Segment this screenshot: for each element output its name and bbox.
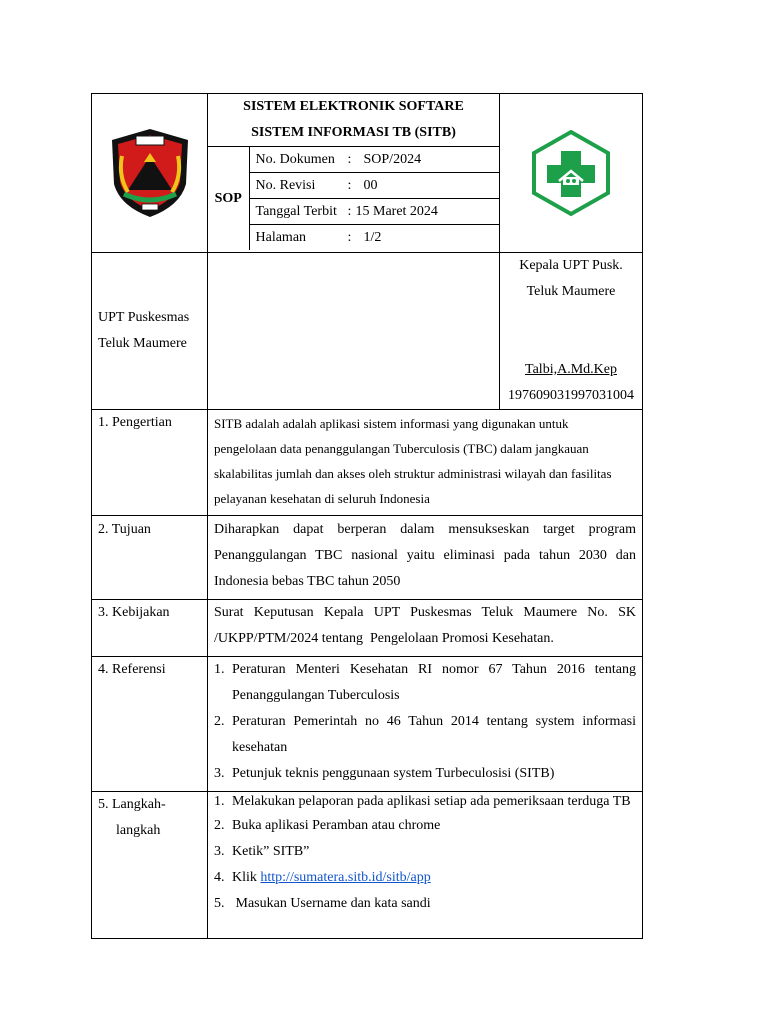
meta-value: 00 — [363, 178, 378, 193]
header-row — [92, 94, 643, 253]
section-text: Surat Keputusan Kepala UPT Puskesmas Teluk Maumere No. SK /UKPP/PTM/2024 tentang Pengelolaan Promosi Kesehatan. — [208, 600, 643, 657]
right-logo-cell — [500, 94, 643, 253]
meta-row: No. Dokumen : SOP/2024 — [249, 147, 499, 173]
meta-row: No. Revisi : 00 — [249, 173, 499, 199]
list-item: 5. Masukan Username dan kata sandi — [214, 896, 431, 911]
document-title — [208, 94, 499, 146]
org-row — [92, 253, 643, 410]
section-text: SITB adalah adalah aplikasi sistem informasi yang digunakan untuk pengelolaan data penanggulangan Tuberculosis (TBC) dalam jangkauan skalabilitas jumlah dan akses oleh struktur administrasi wilayah dan fasilitas pelayanan kesehatan di seluruh Indonesia — [208, 410, 643, 516]
section-label-line-1: 5. Langkah- — [98, 797, 166, 812]
section-text: Diharapkan dapat berperan dalam mensukseskan target program Penanggulangan TBC nasional yaitu eliminasi pada tahun 2030 dan Indonesia bebas TBC tahun 2050 — [208, 516, 643, 600]
section-list-cell — [208, 792, 643, 939]
referensi-list — [214, 657, 636, 787]
section-label-line-2: langkah — [116, 823, 161, 838]
row-referensi — [92, 657, 643, 792]
head-title-line-2: Teluk Maumere — [526, 284, 616, 299]
meta-label: Halaman — [255, 230, 307, 245]
list-item: 1. Peraturan Menteri Kesehatan RI nomor 67 Tahun 2016 tentang Penanggulangan Tuberculosis — [214, 662, 636, 703]
meta-label: Tanggal Terbit — [255, 204, 337, 219]
org-blank-cell — [208, 253, 500, 410]
section-label: 3. Kebijakan — [92, 600, 208, 657]
row-tujuan — [92, 516, 643, 600]
meta-label: No. Dokumen — [255, 152, 335, 167]
head-title-line-1: Kepala UPT Pusk. — [519, 258, 623, 273]
meta-label: No. Revisi — [255, 178, 316, 193]
row-langkah — [92, 792, 643, 939]
meta-row: Tanggal Terbit : 15 Maret 2024 — [249, 199, 499, 225]
title-line-2: SISTEM INFORMASI TB (SITB) — [251, 125, 456, 140]
section-label: 4. Referensi — [92, 657, 208, 792]
left-logo-cell — [92, 94, 208, 253]
title-line-1: SISTEM ELEKTRONIK SOFTARE — [243, 99, 464, 114]
regency-emblem-icon — [108, 126, 192, 220]
list-item: 1. Melakukan pelaporan pada aplikasi setiap ada pemeriksaan terduga TB — [214, 794, 631, 809]
meta-value: SOP/2024 — [363, 152, 422, 167]
signature-cell — [500, 253, 643, 410]
row-kebijakan — [92, 600, 643, 657]
list-item: 2. Peraturan Pemerintah no 46 Tahun 2014 tentang system informasi kesehatan — [214, 714, 636, 755]
head-nip: 197609031997031004 — [508, 388, 634, 403]
org-name-line-1: UPT Puskesmas — [98, 310, 190, 325]
title-cell — [208, 94, 500, 253]
section-label-cell — [92, 792, 208, 939]
org-name-cell — [92, 253, 208, 410]
meta-table — [208, 146, 499, 250]
langkah-list — [214, 794, 636, 917]
list-item: 4. Klik http://sumatera.sitb.id/sitb/app — [214, 870, 431, 885]
list-item: 3. Petunjuk teknis penggunaan system Turbeculosisi (SITB) — [214, 766, 555, 781]
section-list-cell — [208, 657, 643, 792]
section-label: 2. Tujuan — [92, 516, 208, 600]
meta-value: 15 Maret 2024 — [355, 204, 438, 219]
list-item: 2. Buka aplikasi Peramban atau chrome — [214, 818, 441, 833]
meta-row: Halaman : 1/2 — [249, 225, 499, 251]
sop-table — [91, 93, 650, 939]
row-pengertian — [92, 410, 643, 516]
sop-document — [91, 93, 650, 939]
org-name-line-2: Teluk Maumere — [98, 336, 187, 351]
meta-value: 1/2 — [363, 230, 382, 245]
list-item: 3. Ketik” SITB” — [214, 844, 310, 859]
sitb-link[interactable]: http://sumatera.sitb.id/sitb/app — [260, 870, 431, 885]
head-name: Talbi,A.Md.Kep — [525, 362, 617, 377]
sop-label: SOP — [208, 147, 249, 251]
section-label: 1. Pengertian — [92, 410, 208, 516]
green-cross-puskesmas-icon — [529, 129, 613, 217]
